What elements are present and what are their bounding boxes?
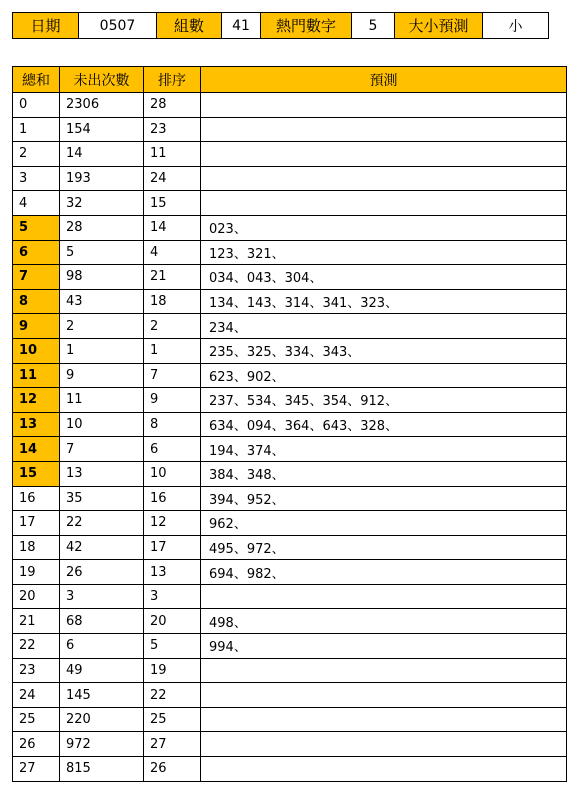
rank-cell: 17 (144, 535, 201, 560)
table-row (13, 461, 567, 486)
sum-cell: 13 (13, 412, 60, 437)
sum-cell: 12 (13, 388, 60, 413)
miss-count-cell: 220 (60, 707, 144, 732)
sum-cell: 9 (13, 314, 60, 339)
date-label: 日期 (13, 13, 79, 39)
prediction-cell (201, 658, 567, 683)
miss-count-cell: 815 (60, 757, 144, 782)
table-row (13, 658, 567, 683)
size-prediction-label: 大小預測 (395, 13, 483, 39)
miss-count-cell: 2 (60, 314, 144, 339)
miss-count-cell: 9 (60, 363, 144, 388)
sum-cell: 3 (13, 166, 60, 191)
miss-count-cell: 68 (60, 609, 144, 634)
prediction-cell (201, 584, 567, 609)
rank-cell: 8 (144, 412, 201, 437)
rank-cell: 20 (144, 609, 201, 634)
miss-count-cell: 13 (60, 461, 144, 486)
prediction-cell: 394、952、 (201, 486, 567, 511)
sum-cell: 24 (13, 683, 60, 708)
sum-cell: 7 (13, 265, 60, 290)
prediction-cell (201, 757, 567, 782)
rank-cell: 3 (144, 584, 201, 609)
sum-cell: 6 (13, 240, 60, 265)
sum-cell: 23 (13, 658, 60, 683)
table-row (13, 289, 567, 314)
table-row (13, 486, 567, 511)
prediction-cell: 962、 (201, 511, 567, 536)
table-row (13, 191, 567, 216)
table-row (13, 511, 567, 536)
miss-count-cell: 193 (60, 166, 144, 191)
rank-cell: 13 (144, 560, 201, 585)
prediction-cell (201, 142, 567, 167)
sum-cell: 19 (13, 560, 60, 585)
prediction-cell: 123、321、 (201, 240, 567, 265)
table-row (13, 215, 567, 240)
rank-cell: 12 (144, 511, 201, 536)
prediction-cell: 134、143、314、341、323、 (201, 289, 567, 314)
table-row (13, 732, 567, 757)
table-row (13, 166, 567, 191)
summary-table (12, 12, 549, 39)
miss-count-cell: 154 (60, 117, 144, 142)
sum-cell: 16 (13, 486, 60, 511)
prediction-cell (201, 93, 567, 118)
sum-cell: 14 (13, 437, 60, 462)
rank-cell: 14 (144, 215, 201, 240)
prediction-cell: 034、043、304、 (201, 265, 567, 290)
table-row (13, 93, 567, 118)
miss-count-cell: 2306 (60, 93, 144, 118)
date-value: 0507 (79, 13, 157, 39)
prediction-cell (201, 732, 567, 757)
prediction-cell: 495、972、 (201, 535, 567, 560)
miss-count-cell: 26 (60, 560, 144, 585)
header-sum: 總和 (13, 67, 60, 93)
table-body (13, 93, 567, 782)
prediction-cell: 694、982、 (201, 560, 567, 585)
rank-cell: 22 (144, 683, 201, 708)
rank-cell: 16 (144, 486, 201, 511)
summary-row (13, 13, 549, 39)
table-row (13, 707, 567, 732)
header-rank: 排序 (144, 67, 201, 93)
prediction-cell: 498、 (201, 609, 567, 634)
hot-number-value: 5 (352, 13, 395, 39)
sum-cell: 27 (13, 757, 60, 782)
rank-cell: 2 (144, 314, 201, 339)
prediction-cell: 237、534、345、354、912、 (201, 388, 567, 413)
miss-count-cell: 6 (60, 634, 144, 659)
miss-count-cell: 28 (60, 215, 144, 240)
miss-count-cell: 42 (60, 535, 144, 560)
table-row (13, 117, 567, 142)
size-prediction-value: 小 (483, 13, 549, 39)
rank-cell: 26 (144, 757, 201, 782)
table-row (13, 634, 567, 659)
hot-number-label: 熱門數字 (261, 13, 352, 39)
prediction-cell (201, 707, 567, 732)
rank-cell: 9 (144, 388, 201, 413)
sum-cell: 10 (13, 338, 60, 363)
table-row (13, 265, 567, 290)
prediction-cell (201, 166, 567, 191)
groups-label: 組數 (157, 13, 222, 39)
rank-cell: 11 (144, 142, 201, 167)
rank-cell: 1 (144, 338, 201, 363)
rank-cell: 10 (144, 461, 201, 486)
prediction-cell: 235、325、334、343、 (201, 338, 567, 363)
rank-cell: 4 (144, 240, 201, 265)
sum-cell: 22 (13, 634, 60, 659)
sum-cell: 5 (13, 215, 60, 240)
rank-cell: 23 (144, 117, 201, 142)
groups-value: 41 (222, 13, 261, 39)
sum-cell: 25 (13, 707, 60, 732)
rank-cell: 21 (144, 265, 201, 290)
table-row (13, 412, 567, 437)
sum-cell: 20 (13, 584, 60, 609)
table-row (13, 363, 567, 388)
table-row (13, 560, 567, 585)
prediction-cell: 634、094、364、643、328、 (201, 412, 567, 437)
prediction-cell: 623、902、 (201, 363, 567, 388)
table-row (13, 314, 567, 339)
sum-cell: 0 (13, 93, 60, 118)
prediction-cell: 194、374、 (201, 437, 567, 462)
sum-cell: 17 (13, 511, 60, 536)
rank-cell: 27 (144, 732, 201, 757)
prediction-cell: 994、 (201, 634, 567, 659)
prediction-cell (201, 191, 567, 216)
table-row (13, 584, 567, 609)
miss-count-cell: 22 (60, 511, 144, 536)
prediction-cell: 384、348、 (201, 461, 567, 486)
table-row (13, 142, 567, 167)
rank-cell: 18 (144, 289, 201, 314)
sum-cell: 15 (13, 461, 60, 486)
table-row (13, 437, 567, 462)
rank-cell: 25 (144, 707, 201, 732)
miss-count-cell: 32 (60, 191, 144, 216)
miss-count-cell: 98 (60, 265, 144, 290)
header-miss-count: 未出次數 (60, 67, 144, 93)
miss-count-cell: 14 (60, 142, 144, 167)
table-row (13, 609, 567, 634)
rank-cell: 7 (144, 363, 201, 388)
miss-count-cell: 10 (60, 412, 144, 437)
miss-count-cell: 5 (60, 240, 144, 265)
sum-cell: 18 (13, 535, 60, 560)
rank-cell: 6 (144, 437, 201, 462)
miss-count-cell: 1 (60, 338, 144, 363)
sum-cell: 1 (13, 117, 60, 142)
rank-cell: 28 (144, 93, 201, 118)
table-row (13, 338, 567, 363)
sum-cell: 4 (13, 191, 60, 216)
miss-count-cell: 49 (60, 658, 144, 683)
sum-cell: 2 (13, 142, 60, 167)
sum-cell: 11 (13, 363, 60, 388)
rank-cell: 5 (144, 634, 201, 659)
table-row (13, 388, 567, 413)
rank-cell: 15 (144, 191, 201, 216)
miss-count-cell: 3 (60, 584, 144, 609)
miss-count-cell: 7 (60, 437, 144, 462)
miss-count-cell: 145 (60, 683, 144, 708)
sum-cell: 8 (13, 289, 60, 314)
sum-cell: 26 (13, 732, 60, 757)
prediction-cell (201, 117, 567, 142)
sum-cell: 21 (13, 609, 60, 634)
miss-count-cell: 11 (60, 388, 144, 413)
table-header-row (13, 67, 567, 93)
table-row (13, 535, 567, 560)
miss-count-cell: 35 (60, 486, 144, 511)
header-prediction: 預測 (201, 67, 567, 93)
table-row (13, 240, 567, 265)
prediction-cell (201, 683, 567, 708)
prediction-cell: 234、 (201, 314, 567, 339)
rank-cell: 24 (144, 166, 201, 191)
table-row (13, 683, 567, 708)
miss-count-cell: 43 (60, 289, 144, 314)
table-row (13, 757, 567, 782)
prediction-cell: 023、 (201, 215, 567, 240)
rank-cell: 19 (144, 658, 201, 683)
prediction-table (12, 66, 567, 782)
miss-count-cell: 972 (60, 732, 144, 757)
